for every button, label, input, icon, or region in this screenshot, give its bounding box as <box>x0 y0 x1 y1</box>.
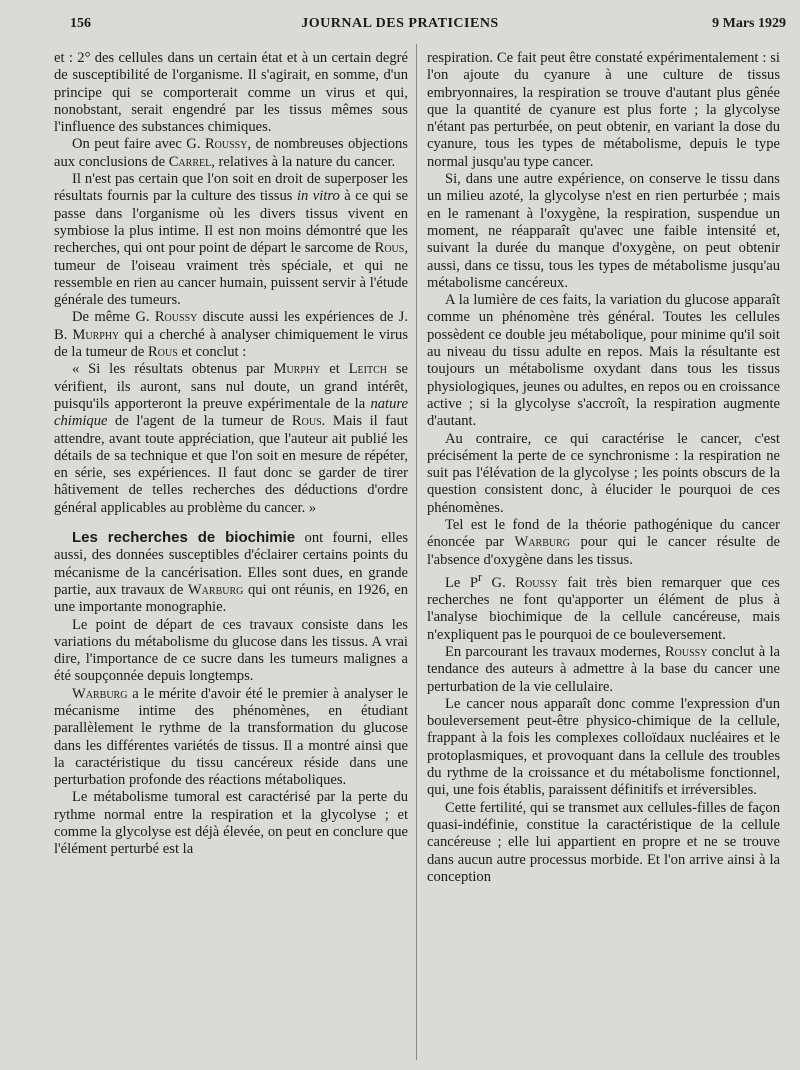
author-name: Rous <box>291 413 322 430</box>
paragraph: On peut faire avec G. Roussy, de nombreuses objections aux conclusions de Carrel, relatives à la nature du cancer. <box>54 136 408 170</box>
page-number: 156 <box>70 16 91 31</box>
paragraph: Si, dans une autre expérience, on conserve le tissu dans un milieu azoté, la glycolyse n'est en rien perturbée ; mais en le ramenant à l'oxygène, la respiration, suspendue un moment, ne réapparaît qu'avec une faible intensité et, suivant la durée du manque d'oxygène, on peut obtenir aussi, dans ce tissu, tous les types de métabolisme jusqu'au métabolisme cancéreux. <box>427 171 780 291</box>
author-name: Warburg <box>514 534 570 551</box>
paragraph: En parcourant les travaux modernes, Roussy conclut à la tendance des auteurs à admettre à la base du cancer une perturbation de la vie cellulaire. <box>427 643 780 695</box>
author-name: Rous <box>374 240 405 257</box>
author-name: Roussy <box>515 574 558 591</box>
journal-title: JOURNAL DES PRATICIENS <box>301 16 499 31</box>
page-header <box>0 10 800 36</box>
paragraph: De même G. Roussy discute aussi les expériences de J. B. Murphy qui a cherché à analyser chimiquement le virus de la tumeur de Rous et conclut : <box>54 309 408 361</box>
right-column <box>427 50 780 1060</box>
author-name: Murphy <box>273 361 321 378</box>
paragraph: respiration. Ce fait peut être constaté expérimentalement : si l'on ajoute du cyanure à une culture de tissus embryonnaires, la respiration se trouve d'autant plus gênée que la quantité de cyanure est plus forte ; la glycolyse n'étant pas perturbée, on peut obtenir, en variant la dose du cyanure, tous les types de métabolisme, depuis le type normal jusqu'au type cancer. <box>427 50 780 170</box>
author-name: Leitch <box>348 361 387 378</box>
paragraph: Au contraire, ce qui caractérise le cancer, c'est précisément la perte de ce synchronisme : la respiration ne suit pas l'élévation de la glycolyse ; les points obscurs de la question consistent donc, à élucider le pourquoi de ces phénomènes. <box>427 430 780 516</box>
author-name: Warburg <box>72 685 128 702</box>
author-name: Rous <box>148 344 178 361</box>
quotation: « Si les résultats obtenus par Murphy et Leitch se vérifient, ils auront, sans nul doute, un grand intérêt, puisqu'ils apporteront la preuve expérimentale de la nature chimique de l'agent de la tumeur de Rous. Mais il faut attendre, avant toute appréciation, que l'auteur ait publié les détails de sa technique et que l'on soit en mesure de répéter, en série, ses expériences. Il faut donc se garder de tirer hâtivement de telles recherches des déductions d'ordre général applicables au problème du cancer. » <box>54 361 408 516</box>
paragraph: A la lumière de ces faits, la variation du glucose apparaît comme un phénomène très général. Toutes les cellules possèdent ce double jeu métabolique, pour minime qu'il soit au niveau du tissu adulte en repos. Mais la résultante est toujours un métabolisme oxydant dans tous les tissus physiologiques, jeunes ou adultes, en repos ou en croissance active ; si la glycolyse s'accroît, la respiration augmente d'autant. <box>427 292 780 430</box>
paragraph: Le cancer nous apparaît donc comme l'expression d'un bouleversement peut-être physico-chimique de la cellule, frappant à la fois les complexes colloïdaux nucléaires et le protoplasmiques, et provoquant dans la cellule des troubles du rythme de la croissance et du métabolisme fonctionnel, qui, une fois établis, paraissent définitifs et irréversibles. <box>427 695 780 799</box>
paragraph: Le point de départ de ces travaux consiste dans les variations du métabolisme du glucose dans les tissus. A vrai dire, l'importance de ce sucre dans les tumeurs malignes a été soupçonnée depuis longtemps. <box>54 616 408 685</box>
author-name: Roussy <box>204 136 248 153</box>
paragraph: Tel est le fond de la théorie pathogénique du cancer énoncée par Warburg pour qui le cancer résulte de l'absence d'oxygène dans les tissus. <box>427 517 780 568</box>
paragraph: Les recherches de biochimie ont fourni, elles aussi, des données susceptibles d'éclairer certains points du mécanisme de la cancérisation. Elles sont dues, en grande partie, aux travaux de Warburg qui ont réunis, en 1926, en une importante monographie. <box>54 529 408 616</box>
paragraph: Cette fertilité, qui se transmet aux cellules-filles de façon quasi-indéfinie, constitue la caractéristique de la cellule cancéreuse ; elle lui appartient en propre et ne se trouve dans aucun autre processus morbide. Et l'on arrive ainsi à la conception <box>427 799 780 885</box>
author-name: Roussy <box>664 643 708 660</box>
paragraph: Il n'est pas certain que l'on soit en droit de superposer les résultats fournis par la culture des tissus in vitro à ce qui se passe dans l'organisme où les divers tissus vivent en symbiose la plus intime. Il est non moins démontré que les recherches, qui ont pour point de départ le sarcome de Rous, tumeur de l'oiseau vraiment très spéciale, et qui ne ressemble en rien au cancer humain, puissent servir à l'étude générale des tumeurs. <box>54 171 408 309</box>
issue-date: 9 Mars 1929 <box>712 16 786 31</box>
author-name: Murphy <box>72 326 120 343</box>
column-divider <box>416 44 417 1060</box>
paragraph: Warburg a le mérite d'avoir été le premier à analyser le mécanisme intime des phénomènes, en étudiant parallèlement le rythme de la transformation du glucose dans les différentes variétés de tissus. Il a montré ainsi que la caractéristique du tissu cancéreux réside dans une perturbation profonde des réactions métaboliques. <box>54 685 408 789</box>
author-name: Warburg <box>187 581 244 598</box>
paragraph: Le métabolisme tumoral est caractérisé par la perte du rythme normal entre la respiration et la glycolyse ; et comme la glycolyse est déjà élevée, on peut en conclure que l'élément perturbé est la <box>54 789 408 858</box>
paragraph: et : 2° des cellules dans un certain état et à un certain degré de susceptibilité de l'organisme. Il s'agirait, en somme, d'un principe qui se comporterait comme un virus et qui, nonobstant, serait engendré par les tissus mêmes sous l'influence des substances chimiques. <box>54 50 408 136</box>
author-name: Carrel <box>168 153 212 170</box>
section-heading: Les recherches de biochimie <box>72 529 296 547</box>
author-name: Roussy <box>154 309 198 326</box>
paragraph: Le $P^r$ G. Roussy fait très bien remarquer que ces recherches ne font qu'apporter un élément de plus à l'analyse biochimique de la cellule cancéreuse, mais n'expliquent pas le pourquoi de ce bouleversement. <box>427 569 780 643</box>
left-column <box>54 50 408 1060</box>
